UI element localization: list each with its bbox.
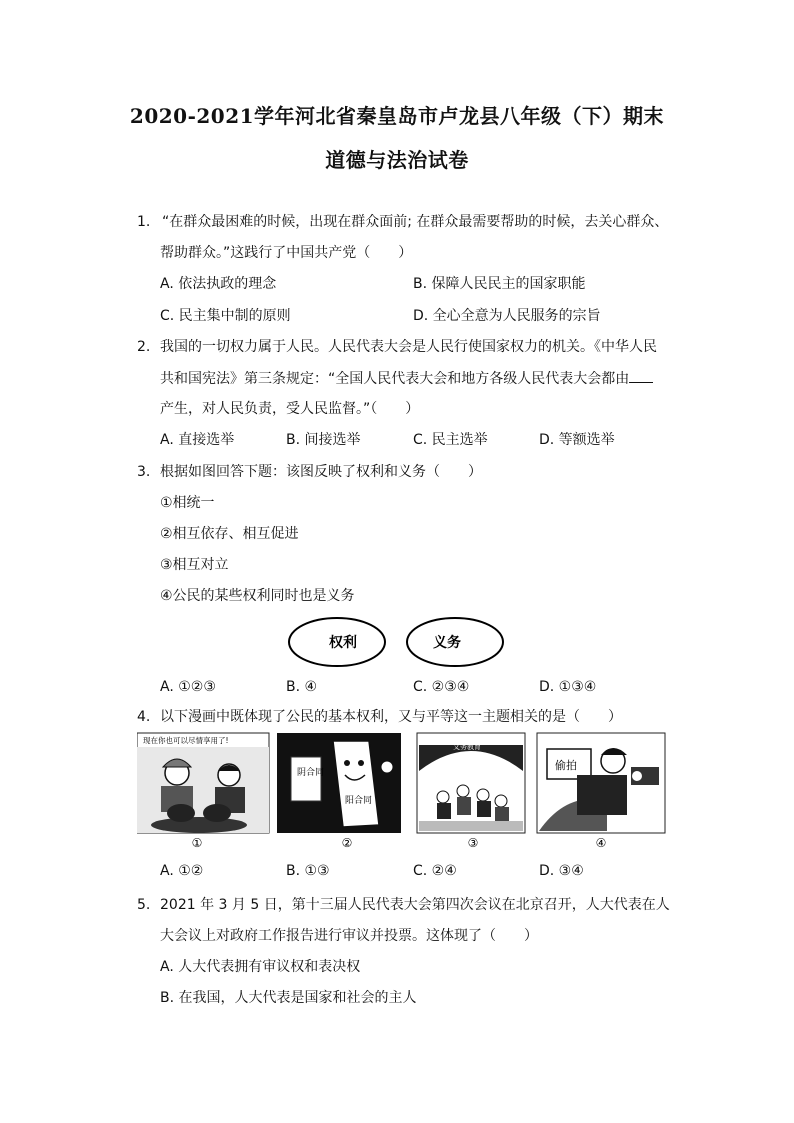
comic-1-caption: 现在你也可以尽情享用了! [143,736,229,745]
comic-4-label: 偷拍 [555,759,577,772]
q3-statement-1: ①相统一 [160,495,215,511]
q1-text-line1: “在群众最困难的时候，出现在群众面前; 在群众最需要帮助的时候，去关心群众、 [162,214,669,230]
q2-text-line1: 我国的一切权力属于人民。人民代表大会是人民行使国家权力的机关。《中华人民 [160,339,657,355]
page-title-line1: 2020-2021学年河北省秦皇岛市卢龙县八年级（下）期末 [129,104,665,128]
comic-4-number: ④ [595,836,607,850]
q5-option-a[interactable]: A. 人大代表拥有审议权和表决权 [160,959,361,975]
comic-3-number: ③ [467,836,479,850]
venn-left-label: 权利 [329,635,357,651]
comic-2-label-yin: 阴合同 [297,768,325,778]
q2-text-line2-content: 共和国宪法》第三条规定：“全国人民代表大会和地方各级人民代表大会都由 [160,371,630,387]
comic-3 [417,733,525,833]
q5-option-b[interactable]: B. 在我国，人大代表是国家和社会的主人 [160,990,417,1006]
comic-2-label-yang: 阳合同 [345,796,373,806]
q3-option-a[interactable]: A. ①②③ [160,679,216,695]
q1-option-b[interactable]: B. 保障人民民主的国家职能 [413,276,586,292]
q4-number: 4. [137,709,151,725]
q1-option-d[interactable]: D. 全心全意为人民服务的宗旨 [413,308,601,324]
q3-statement-3: ③相互对立 [160,557,229,573]
q4-text: 以下漫画中既体现了公民的基本权利，又与平等这一主题相关的是（ ） [160,709,622,725]
q2-number: 2. [137,339,151,355]
q2-option-c[interactable]: C. 民主选举 [413,432,488,448]
q3-statement-2: ②相互依存、相互促进 [160,526,299,542]
q2-text-line2 [160,368,653,389]
q4-comics-strip [137,731,667,851]
comic-1-number: ① [191,836,203,850]
q1-option-a[interactable]: A. 依法执政的理念 [160,276,277,292]
q3-statement-4: ④公民的某些权利同时也是义务 [160,588,355,604]
q1-option-c[interactable]: C. 民主集中制的原则 [160,308,291,324]
comic-2-number: ② [341,836,353,850]
q1-text-line2: 帮助群众。”这践行了中国共产党（ ） [160,245,413,261]
q3-option-b[interactable]: B. ④ [286,679,318,695]
comic-4 [537,733,665,833]
q4-option-c[interactable]: C. ②④ [413,863,457,879]
comic-3-label: 义务教育 [453,743,481,751]
comic-2 [277,733,401,833]
q5-text-line1: 2021 年 3 月 5 日，第十三届人民代表大会第四次会议在北京召开，人大代表在人 [160,897,670,913]
venn-right-label: 义务 [433,635,461,651]
q5-number: 5. [137,897,151,913]
q3-option-c[interactable]: C. ②③④ [413,679,470,695]
q5-text-line2: 大会议上对政府工作报告进行审议并投票。这体现了（ ） [160,928,538,944]
q4-option-b[interactable]: B. ①③ [286,863,330,879]
q3-number: 3. [137,464,151,480]
rights-duties-venn-diagram [287,616,505,668]
q2-option-d[interactable]: D. 等额选举 [539,432,615,448]
q2-text-line3: 产生，对人民负责，受人民监督。”（ ） [160,401,420,417]
q2-answer-blank[interactable] [629,368,653,383]
comic-1 [137,733,269,833]
q3-option-d[interactable]: D. ①③④ [539,679,597,695]
q2-option-a[interactable]: A. 直接选举 [160,432,235,448]
q2-option-b[interactable]: B. 间接选举 [286,432,361,448]
q4-option-a[interactable]: A. ①② [160,863,204,879]
q4-option-d[interactable]: D. ③④ [539,863,584,879]
q3-text: 根据如图回答下题：该图反映了权利和义务（ ） [160,464,482,480]
q1-number: 1. [137,214,151,230]
page-title-line2: 道德与法治试卷 [325,148,469,172]
